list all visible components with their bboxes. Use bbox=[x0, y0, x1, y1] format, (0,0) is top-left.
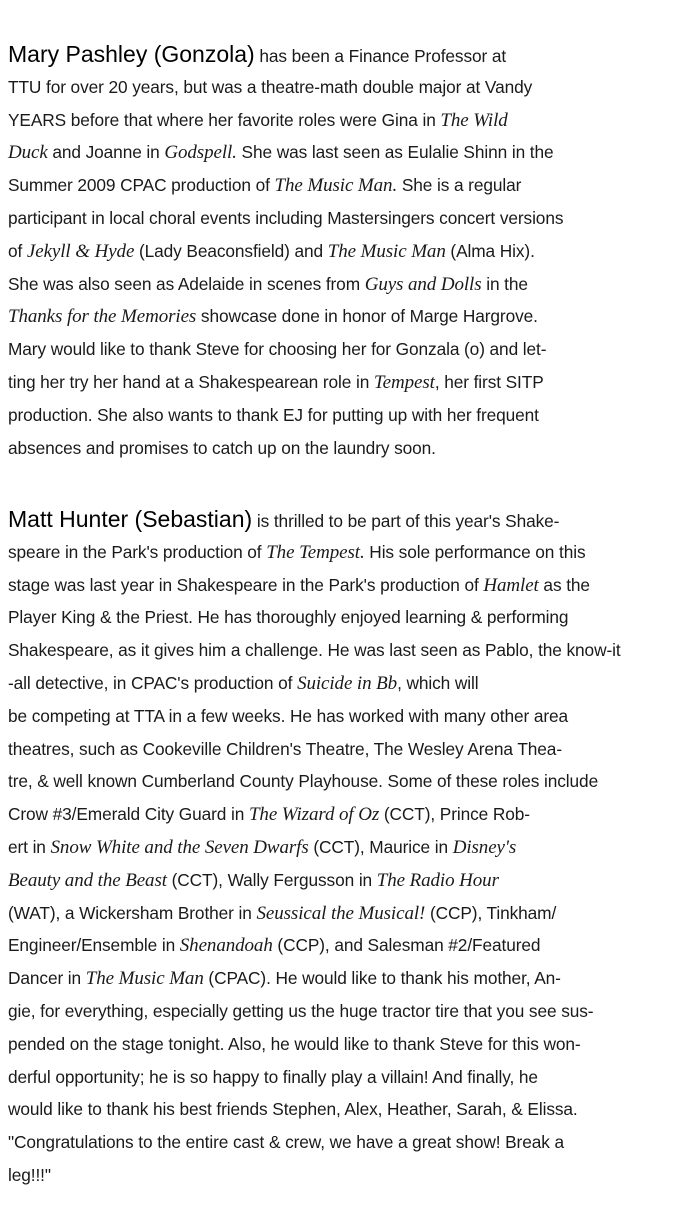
bio-line bbox=[8, 864, 671, 897]
bio-text: Summer 2009 CPAC production of bbox=[8, 175, 275, 196]
bio-line bbox=[8, 366, 671, 399]
bio-text: and Joanne in bbox=[47, 142, 165, 163]
bio-text: absences and promises to catch up on the laundry soon. bbox=[8, 437, 436, 458]
bio-line bbox=[8, 536, 671, 569]
bio-line bbox=[8, 765, 671, 798]
italic-title: The Music Man bbox=[85, 968, 204, 990]
bio-line bbox=[8, 929, 671, 962]
bio-text: Engineer/Ensemble in bbox=[8, 935, 180, 956]
bio-text: (CCT), Wally Fergusson in bbox=[166, 869, 377, 890]
bio-text: YEARS before that where her favorite roles were Gina in bbox=[8, 109, 441, 130]
italic-title: The Music Man bbox=[327, 240, 446, 262]
bio-text: of bbox=[8, 240, 27, 261]
actor-name-role: Mary Pashley (Gonzola) bbox=[8, 41, 255, 67]
bio-line bbox=[8, 1159, 671, 1192]
bio-line bbox=[8, 104, 671, 137]
bio-text: (Lady Beaconsfield) and bbox=[134, 240, 328, 261]
bio-text: production. She also wants to thank EJ for putting up with her frequent bbox=[8, 404, 539, 425]
bio-text: be competing at TTA in a few weeks. He has worked with many other area bbox=[8, 705, 569, 726]
bio-text: (Alma Hix). bbox=[445, 240, 535, 261]
italic-title: Shenandoah bbox=[179, 935, 273, 957]
bio-text: is thrilled to be part of this year's Shake- bbox=[252, 511, 560, 531]
bio-text: "Congratulations to the entire cast & crew, we have a great show! Break a bbox=[8, 1132, 564, 1153]
bio-line bbox=[8, 333, 671, 366]
bio-line bbox=[8, 733, 671, 766]
bio-text: stage was last year in Shakespeare in the Park's production of bbox=[8, 574, 484, 595]
bio-line bbox=[8, 432, 671, 465]
bio-text: (CPAC). He would like to thank his mother, An- bbox=[203, 968, 561, 989]
bio-line bbox=[8, 962, 671, 995]
bio-text: (CCP), and Salesman #2/Featured bbox=[272, 935, 541, 956]
bio-text: has been a Finance Professor at bbox=[254, 46, 507, 66]
bio-text: participant in local choral events including Mastersingers concert versions bbox=[8, 207, 564, 228]
italic-title: Seussical the Musical! bbox=[256, 902, 426, 924]
bio-text: -all detective, in CPAC's production of bbox=[8, 672, 298, 693]
bio-text: ting her try her hand at a Shakespearean role in bbox=[8, 371, 374, 392]
bio-line bbox=[8, 601, 671, 634]
italic-title: Disney's bbox=[452, 836, 517, 858]
bio-line bbox=[8, 235, 671, 268]
bio-line bbox=[8, 1126, 671, 1159]
bio-text: leg!!!" bbox=[8, 1164, 51, 1185]
bio-line bbox=[8, 1028, 671, 1061]
bio-text: , which will bbox=[397, 672, 479, 693]
bio-line bbox=[8, 667, 671, 700]
bio-text: would like to thank his best friends Stephen, Alex, Heather, Sarah, & Elissa. bbox=[8, 1099, 578, 1120]
bio-text: speare in the Park's production of bbox=[8, 541, 267, 562]
bio-line bbox=[8, 38, 671, 71]
bio-line bbox=[8, 634, 671, 667]
italic-title: Beauty and the Beast bbox=[8, 869, 167, 891]
bio-text: Player King & the Priest. He has thoroughly enjoyed learning & performing bbox=[8, 607, 569, 628]
italic-title: Jekyll & Hyde bbox=[26, 240, 135, 262]
italic-title: The Wild bbox=[440, 109, 508, 131]
bio-line bbox=[8, 897, 671, 930]
italic-title: The Radio Hour bbox=[376, 869, 499, 891]
bio-text: She was last seen as Eulalie Shinn in the bbox=[236, 142, 554, 163]
bio-text: Mary would like to thank Steve for choosing her for Gonzala (o) and let- bbox=[8, 339, 547, 360]
bio-line bbox=[8, 300, 671, 333]
bio-text: as the bbox=[538, 574, 590, 595]
bio-text: (CCP), Tinkham/ bbox=[425, 902, 557, 923]
bio-text: pended on the stage tonight. Also, he would like to thank Steve for this won- bbox=[8, 1033, 581, 1054]
italic-title: Godspell. bbox=[164, 142, 237, 164]
italic-title: Tempest bbox=[373, 371, 435, 393]
bio-text: Crow #3/Emerald City Guard in bbox=[8, 804, 249, 825]
bio-text: gie, for everything, especially getting us the huge tractor tire that you see sus- bbox=[8, 1000, 594, 1021]
bio-text: , her first SITP bbox=[434, 371, 544, 392]
bio-text: theatres, such as Cookeville Children's Theatre, The Wesley Arena Thea- bbox=[8, 738, 562, 759]
italic-title: Thanks for the Memories bbox=[8, 306, 197, 328]
bio-text: (CCT), Prince Rob- bbox=[379, 804, 530, 825]
bio-text: She is a regular bbox=[397, 175, 522, 196]
bio-text: showcase done in honor of Marge Hargrove. bbox=[196, 306, 538, 327]
italic-title: The Wizard of Oz bbox=[248, 804, 380, 826]
bio-line bbox=[8, 202, 671, 235]
bio-text: derful opportunity; he is so happy to finally play a villain! And finally, he bbox=[8, 1066, 538, 1087]
bio-line bbox=[8, 569, 671, 602]
bio-text: TTU for over 20 years, but was a theatre-math double major at Vandy bbox=[8, 76, 533, 97]
bio-line bbox=[8, 1061, 671, 1094]
italic-title: Hamlet bbox=[483, 574, 539, 596]
bio-line bbox=[8, 71, 671, 104]
bio-mary-pashley bbox=[8, 38, 671, 464]
bio-text: (CCT), Maurice in bbox=[308, 836, 453, 857]
bio-line bbox=[8, 1093, 671, 1126]
bio-line bbox=[8, 136, 671, 169]
bio-line bbox=[8, 995, 671, 1028]
bio-line bbox=[8, 268, 671, 301]
bio-line bbox=[8, 700, 671, 733]
bio-text: Shakespeare, as it gives him a challenge. He was last seen as Pablo, the know-it bbox=[8, 640, 621, 661]
bio-text: (WAT), a Wickersham Brother in bbox=[8, 902, 257, 923]
bio-text: She was also seen as Adelaide in scenes from bbox=[8, 273, 365, 294]
italic-title: Guys and Dolls bbox=[364, 273, 482, 295]
italic-title: The Music Man. bbox=[274, 175, 398, 197]
bio-line bbox=[8, 831, 671, 864]
italic-title: Suicide in Bb bbox=[297, 672, 398, 694]
bio-text: His sole performance on this bbox=[364, 541, 586, 562]
italic-title: Snow White and the Seven Dwarfs bbox=[50, 836, 309, 858]
italic-title: The Tempest. bbox=[266, 541, 365, 563]
bio-line bbox=[8, 399, 671, 432]
bio-text: ert in bbox=[8, 836, 51, 857]
bio-text: Dancer in bbox=[8, 968, 86, 989]
bio-line bbox=[8, 798, 671, 831]
italic-title: Duck bbox=[8, 142, 48, 164]
bio-line bbox=[8, 169, 671, 202]
bio-text: tre, & well known Cumberland County Playhouse. Some of these roles include bbox=[8, 771, 599, 792]
bio-text: in the bbox=[481, 273, 528, 294]
bio-matt-hunter bbox=[8, 503, 671, 1192]
bio-line bbox=[8, 503, 671, 536]
actor-name-role: Matt Hunter (Sebastian) bbox=[8, 506, 253, 532]
